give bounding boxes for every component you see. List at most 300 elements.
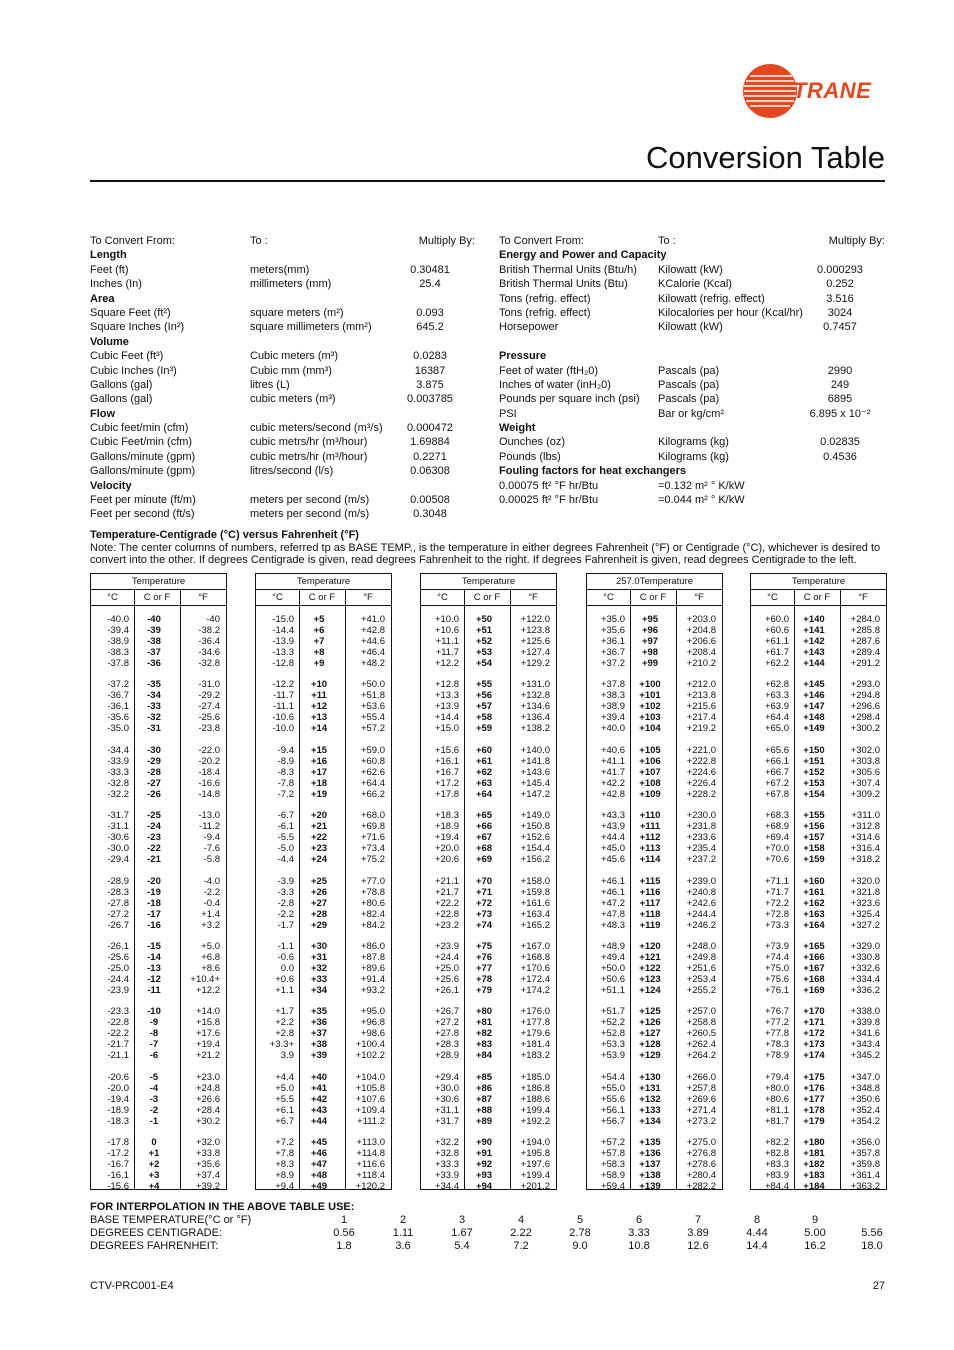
fahrenheit-value: +339.8 — [850, 1017, 880, 1029]
celsius-value: +40.6 — [600, 744, 625, 756]
base-temp-value: -31 — [147, 723, 161, 735]
base-temp-value: +25 — [310, 875, 328, 887]
conversion-row — [499, 277, 885, 291]
base-temp-value: +90 — [475, 1137, 493, 1149]
base-temp-value: +173 — [803, 1039, 825, 1051]
table-row — [91, 1039, 226, 1050]
fahrenheit-value: +64.4 — [360, 777, 385, 789]
table-row — [91, 1028, 226, 1039]
table-row — [421, 854, 556, 865]
table-row — [751, 625, 886, 636]
celsius-value: -31.1 — [107, 821, 129, 833]
fahrenheit-value: +280.4 — [686, 1170, 716, 1182]
celsius-value: +42.8 — [600, 788, 625, 800]
table-row — [587, 1039, 722, 1050]
celsius-value: +38.9 — [600, 701, 625, 713]
table-row — [91, 854, 226, 865]
celsius-value: +37.8 — [600, 679, 625, 691]
fahrenheit-value: +215.6 — [686, 701, 716, 713]
celsius-value: +43.9 — [600, 821, 625, 833]
base-temp-value: +150 — [803, 744, 825, 756]
interpolation-value: 12.6 — [687, 1240, 709, 1252]
base-temp-value: +33 — [310, 973, 328, 985]
celsius-value: +73.3 — [764, 919, 789, 931]
convert-from: Inches of water (inH₂0) — [499, 378, 611, 391]
convert-from: Feet (ft) — [90, 263, 129, 276]
celsius-value: +39.4 — [600, 712, 625, 724]
base-temp-value: +165 — [803, 940, 825, 952]
fahrenheit-value: -11.2 — [199, 821, 220, 833]
table-row — [421, 887, 556, 898]
table-row — [256, 887, 391, 898]
interpolation-value: 2 — [399, 1214, 407, 1226]
fahrenheit-value: +275.0 — [686, 1137, 716, 1149]
convert-from: Inches (In) — [90, 278, 142, 291]
fahrenheit-value: -9.4 — [203, 832, 220, 844]
section-heading: Energy and Power and Capacity — [499, 249, 667, 262]
fahrenheit-value: -38.2 — [198, 625, 220, 636]
conversion-row — [90, 392, 475, 406]
celsius-value: -30.0 — [107, 843, 129, 855]
celsius-value: +70.0 — [764, 843, 789, 855]
fahrenheit-value: +329.0 — [850, 940, 880, 952]
base-temp-value: +168 — [803, 973, 825, 985]
fahrenheit-value: +318.2 — [850, 854, 880, 866]
multiply-by: 0.7457 — [823, 321, 857, 334]
table-row — [91, 723, 226, 734]
celsius-value: -25.6 — [107, 951, 129, 963]
base-temp-value: -14 — [147, 951, 161, 963]
table-row — [587, 974, 722, 985]
fahrenheit-value: +87.8 — [360, 951, 385, 963]
page-number: 27 — [872, 1280, 885, 1292]
fahrenheit-value: +78.8 — [360, 886, 385, 898]
celsius-value: -13.9 — [272, 636, 294, 647]
fahrenheit-value: +228.2 — [686, 788, 716, 800]
interpolation-row — [90, 1227, 885, 1240]
celsius-value: +48.3 — [600, 919, 625, 931]
table-row — [256, 920, 391, 931]
base-temp-value: -9 — [149, 1017, 159, 1029]
celsius-value: -10.6 — [272, 712, 294, 724]
celsius-value: +67.2 — [764, 777, 789, 789]
celsius-value: -23.9 — [107, 984, 129, 996]
table-row — [587, 1050, 722, 1061]
celsius-value: +6.7 — [275, 1115, 294, 1127]
celsius-value: +82.8 — [764, 1148, 789, 1160]
table-row — [587, 821, 722, 832]
celsius-value: -15.0 — [272, 614, 294, 625]
column-header: °F — [528, 592, 538, 603]
fahrenheit-value: +33.8 — [195, 1148, 220, 1160]
base-temp-value: -12 — [147, 973, 161, 985]
temperature-table — [255, 573, 392, 1193]
base-temp-value: +13 — [310, 712, 328, 724]
fahrenheit-value: +91.4 — [360, 973, 385, 985]
interpolation-label: DEGREES CENTIGRADE: — [90, 1227, 223, 1239]
table-row — [587, 658, 722, 669]
fahrenheit-value: +325.4 — [850, 908, 880, 920]
celsius-value: +17.8 — [434, 788, 459, 800]
base-temp-value: +8 — [313, 647, 325, 658]
celsius-value: +54.4 — [600, 1071, 625, 1083]
fahrenheit-value: +53.6 — [360, 701, 385, 713]
celsius-value: +38.3 — [600, 690, 625, 702]
convert-to: Kilowatt (refrig. effect) — [658, 292, 765, 305]
fahrenheit-value: +48.2 — [360, 658, 385, 669]
interpolation-label: BASE TEMPERATURE(°C or °F) — [90, 1214, 252, 1226]
celsius-value: +14.4 — [434, 712, 459, 724]
celsius-value: +13.9 — [434, 701, 459, 713]
celsius-value: -28.9 — [107, 875, 129, 887]
base-temp-value: +56 — [475, 690, 493, 702]
table-row — [587, 952, 722, 963]
convert-to: Bar or kg/cm² — [658, 407, 725, 420]
celsius-value: -9.4 — [277, 744, 294, 756]
base-temp-value: +152 — [803, 766, 825, 778]
base-temp-value: +135 — [639, 1137, 661, 1149]
row-group — [421, 876, 556, 941]
fahrenheit-value: +129.2 — [520, 658, 550, 669]
fahrenheit-value: +266.0 — [686, 1071, 716, 1083]
celsius-value: -1.1 — [277, 940, 294, 952]
celsius-value: +58.3 — [600, 1159, 625, 1171]
table-row — [751, 778, 886, 789]
fahrenheit-value: +8.6 — [201, 962, 220, 974]
base-temp-value: +163 — [803, 908, 825, 920]
table-row — [421, 679, 556, 690]
base-temp-value: +70 — [475, 875, 493, 887]
table-row — [587, 941, 722, 952]
celsius-value: -21.7 — [107, 1039, 129, 1051]
fahrenheit-value: +249.8 — [686, 951, 716, 963]
convert-from: Feet per minute (ft/m) — [90, 494, 196, 507]
table-row — [421, 909, 556, 920]
row-group — [256, 679, 391, 744]
fahrenheit-value: +348.8 — [850, 1082, 880, 1094]
base-temp-value: +92 — [475, 1159, 493, 1171]
row-group — [256, 876, 391, 941]
celsius-value: +44.4 — [600, 832, 625, 844]
table-row — [751, 1105, 886, 1116]
table-row — [256, 1181, 391, 1192]
table-row — [91, 789, 226, 800]
convert-from: Horsepower — [499, 321, 559, 334]
fahrenheit-value: +150.8 — [520, 821, 550, 833]
fahrenheit-value: +127.4 — [520, 647, 550, 658]
fahrenheit-value: +19.4 — [195, 1039, 220, 1051]
base-temp-value: -11 — [147, 984, 161, 996]
convert-from: British Thermal Units (Btu) — [499, 278, 628, 291]
interpolation-value: 3.33 — [628, 1227, 650, 1239]
table-row — [91, 1050, 226, 1061]
fahrenheit-value: +161.6 — [520, 897, 550, 909]
base-temp-value: +91 — [475, 1148, 493, 1160]
table-row — [421, 712, 556, 723]
table-row — [587, 778, 722, 789]
celsius-value: +23.2 — [434, 919, 459, 931]
table-row — [421, 1137, 556, 1148]
base-temp-value: -18 — [147, 897, 161, 909]
celsius-value: -3.3 — [277, 886, 294, 898]
celsius-value: -20.6 — [107, 1071, 129, 1083]
table-row — [421, 625, 556, 636]
table-row — [587, 1017, 722, 1028]
convert-from: British Thermal Units (Btu/h) — [499, 263, 637, 276]
celsius-value: +27.2 — [434, 1017, 459, 1029]
base-temp-value: +21 — [310, 821, 328, 833]
celsius-value: +8.3 — [275, 1159, 294, 1171]
fahrenheit-value: +145.4 — [520, 777, 550, 789]
celsius-value: +25.0 — [434, 962, 459, 974]
celsius-value: -33.3 — [107, 766, 129, 778]
fahrenheit-value: +311.0 — [851, 810, 880, 822]
table-row — [751, 909, 886, 920]
fahrenheit-value: -32.8 — [198, 658, 220, 669]
fahrenheit-value: +123.8 — [520, 625, 550, 636]
convert-from: Tons (refrig. effect) — [499, 306, 591, 319]
fahrenheit-value: +352.4 — [850, 1104, 880, 1116]
interpolation-value: 4 — [517, 1214, 525, 1226]
fahrenheit-value: +77.0 — [360, 875, 385, 887]
celsius-value: -37.8 — [107, 658, 129, 669]
base-temp-value: +162 — [803, 897, 825, 909]
fahrenheit-value: +96.8 — [360, 1017, 385, 1029]
fahrenheit-value: +363.2 — [850, 1181, 880, 1193]
celsius-value: +33.9 — [434, 1170, 459, 1182]
fahrenheit-value: +10.4+ — [190, 973, 220, 985]
base-temp-value: +159 — [803, 854, 825, 866]
conversion-row — [499, 364, 885, 378]
fahrenheit-value: +359.8 — [850, 1159, 880, 1171]
table-row — [421, 920, 556, 931]
base-temp-value: -5 — [149, 1071, 159, 1083]
table-row — [751, 1148, 886, 1159]
fahrenheit-value: +222.8 — [686, 755, 716, 767]
celsius-value: +83.9 — [764, 1170, 789, 1182]
table-row — [91, 1181, 226, 1192]
celsius-value: +53.3 — [600, 1039, 625, 1051]
conversion-row — [499, 320, 885, 334]
base-temp-value: +5 — [313, 614, 325, 625]
base-temp-value: +177 — [803, 1093, 825, 1105]
table-row — [421, 1170, 556, 1181]
table-row — [91, 1116, 226, 1127]
conversion-row — [90, 234, 475, 248]
table-row — [751, 745, 886, 756]
base-temp-value: +20 — [310, 810, 328, 822]
base-temp-value: +172 — [803, 1028, 825, 1040]
table-row — [587, 690, 722, 701]
base-temp-value: +42 — [310, 1093, 328, 1105]
base-temp-value: +169 — [803, 984, 825, 996]
table-row — [91, 614, 226, 625]
base-temp-value: +6 — [313, 625, 325, 636]
celsius-value: +43.3 — [600, 810, 625, 822]
multiply-by: 0.00508 — [410, 494, 450, 507]
conversion-row — [499, 407, 885, 421]
table-row — [91, 1148, 226, 1159]
base-temp-value: +69 — [475, 854, 493, 866]
multiply-by: 6.895 x 10⁻² — [809, 407, 871, 420]
base-temp-value: +10 — [310, 679, 328, 691]
table-row — [91, 690, 226, 701]
celsius-value: +16.1 — [434, 755, 459, 767]
row-group — [256, 1006, 391, 1071]
base-temp-value: +119 — [639, 919, 661, 931]
table-row — [421, 614, 556, 625]
column-header: C or F — [803, 592, 831, 603]
table-row — [587, 1072, 722, 1083]
table-row — [256, 1006, 391, 1017]
fahrenheit-value: +131.0 — [520, 679, 550, 691]
base-temp-value: +154 — [803, 788, 825, 800]
base-temp-value: +120 — [639, 940, 661, 952]
fahrenheit-value: -14.8 — [198, 788, 220, 800]
base-temp-value: +84 — [475, 1050, 493, 1062]
base-temp-value: 0 — [151, 1137, 157, 1149]
interpolation-value: 10.8 — [628, 1240, 650, 1252]
celsius-value: -35.6 — [107, 712, 129, 724]
celsius-value: -30.6 — [107, 832, 129, 844]
conversion-row — [499, 435, 885, 449]
fahrenheit-value: +46.4 — [360, 647, 385, 658]
celsius-value: +65.0 — [764, 723, 789, 735]
fahrenheit-value: +296.6 — [850, 701, 880, 713]
fahrenheit-value: +116.6 — [356, 1159, 385, 1171]
base-temp-value: -8 — [149, 1028, 159, 1040]
base-temp-value: +126 — [639, 1017, 661, 1029]
fahrenheit-value: -25.6 — [198, 712, 220, 724]
celsius-value: +58.9 — [600, 1170, 625, 1182]
base-temp-value: +27 — [310, 897, 328, 909]
celsius-value: +26.1 — [434, 984, 459, 996]
base-temp-value: +34 — [310, 984, 328, 996]
table-row — [421, 963, 556, 974]
base-temp-value: +139 — [639, 1181, 661, 1193]
table-row — [587, 920, 722, 931]
fahrenheit-value: +361.4 — [850, 1170, 880, 1182]
fahrenheit-value: +195.8 — [520, 1148, 550, 1160]
table-row — [421, 843, 556, 854]
conversion-row — [90, 292, 475, 306]
table-row — [91, 898, 226, 909]
fahrenheit-value: +302.0 — [850, 744, 880, 756]
table-row — [91, 974, 226, 985]
base-temp-value: +129 — [639, 1050, 661, 1062]
multiply-by: 25.4 — [419, 278, 441, 291]
base-temp-value: +176 — [803, 1082, 825, 1094]
fahrenheit-value: -27.4 — [198, 701, 220, 713]
table-row — [256, 1072, 391, 1083]
table-body — [587, 614, 722, 1203]
convert-to: cubic meters (m³) — [250, 393, 336, 406]
celsius-value: +11.1 — [435, 636, 459, 647]
column-header: C or F — [143, 592, 171, 603]
base-temp-value: -35 — [147, 679, 161, 691]
table-row — [587, 1159, 722, 1170]
multiply-by: Multiply By: — [418, 235, 475, 247]
fahrenheit-value: +113.0 — [356, 1137, 385, 1149]
base-temp-value: +53 — [475, 647, 493, 658]
celsius-value: -17.8 — [107, 1137, 129, 1149]
fahrenheit-value: +199.4 — [520, 1170, 550, 1182]
base-temp-value: -26 — [147, 788, 161, 800]
base-temp-value: -2 — [149, 1104, 159, 1116]
table-row — [91, 712, 226, 723]
table-row — [751, 1028, 886, 1039]
fahrenheit-value: +6.8 — [201, 951, 220, 963]
conversion-row — [499, 248, 885, 262]
table-row — [587, 876, 722, 887]
table-row — [587, 679, 722, 690]
conversion-row — [90, 464, 475, 478]
base-temp-value: +60 — [475, 744, 493, 756]
fahrenheit-value: +23.0 — [195, 1071, 220, 1083]
table-row — [587, 985, 722, 996]
table-row — [751, 1159, 886, 1170]
conversion-row — [499, 378, 885, 392]
base-temp-value: -23 — [147, 832, 161, 844]
celsius-value: +36.1 — [600, 636, 625, 647]
column-header: C or F — [308, 592, 336, 603]
convert-from: Pounds (lbs) — [499, 450, 561, 463]
fahrenheit-value: +89.6 — [360, 962, 385, 974]
table-row — [91, 887, 226, 898]
interpolation-value: 14.4 — [746, 1240, 768, 1252]
conversion-row — [90, 507, 475, 521]
temperature-table — [90, 573, 227, 1193]
table-row — [751, 887, 886, 898]
celsius-value: +24.4 — [434, 951, 459, 963]
table-row — [421, 767, 556, 778]
base-temp-value: +179 — [803, 1115, 825, 1127]
base-temp-value: +131 — [639, 1082, 661, 1094]
table-row — [587, 1028, 722, 1039]
table-row — [91, 1094, 226, 1105]
base-temp-value: +32 — [310, 962, 328, 974]
fahrenheit-value: +188.6 — [520, 1093, 550, 1105]
celsius-value: +81.1 — [764, 1104, 789, 1116]
fahrenheit-value: +122.0 — [520, 614, 550, 625]
base-temp-value: +99 — [641, 658, 659, 669]
table-row — [91, 1170, 226, 1181]
celsius-value: +45.6 — [600, 854, 625, 866]
table-row — [256, 658, 391, 669]
fahrenheit-value: +80.6 — [360, 897, 385, 909]
table-row — [91, 1017, 226, 1028]
document-id: CTV-PRC001-E4 — [90, 1280, 174, 1292]
base-temp-value: +170 — [803, 1006, 825, 1018]
celsius-value: +66.7 — [764, 766, 789, 778]
base-temp-value: +63 — [475, 777, 493, 789]
temperature-table — [420, 573, 557, 1193]
base-temp-value: +79 — [475, 984, 493, 996]
interpolation-value: 5.00 — [804, 1227, 826, 1239]
fahrenheit-value: +59.0 — [360, 744, 385, 756]
table-row — [421, 723, 556, 734]
conversion-row — [499, 292, 885, 306]
celsius-value: +13.3 — [434, 690, 459, 702]
celsius-value: +1.7 — [275, 1006, 294, 1018]
row-group — [91, 745, 226, 810]
fahrenheit-value: +309.2 — [850, 788, 880, 800]
section-heading: Velocity — [90, 479, 132, 492]
multiply-by: 0.000293 — [817, 263, 863, 276]
convert-from: 0.00075 ft² °F hr/Btu — [499, 479, 599, 492]
table-row — [421, 701, 556, 712]
table-row — [421, 1148, 556, 1159]
